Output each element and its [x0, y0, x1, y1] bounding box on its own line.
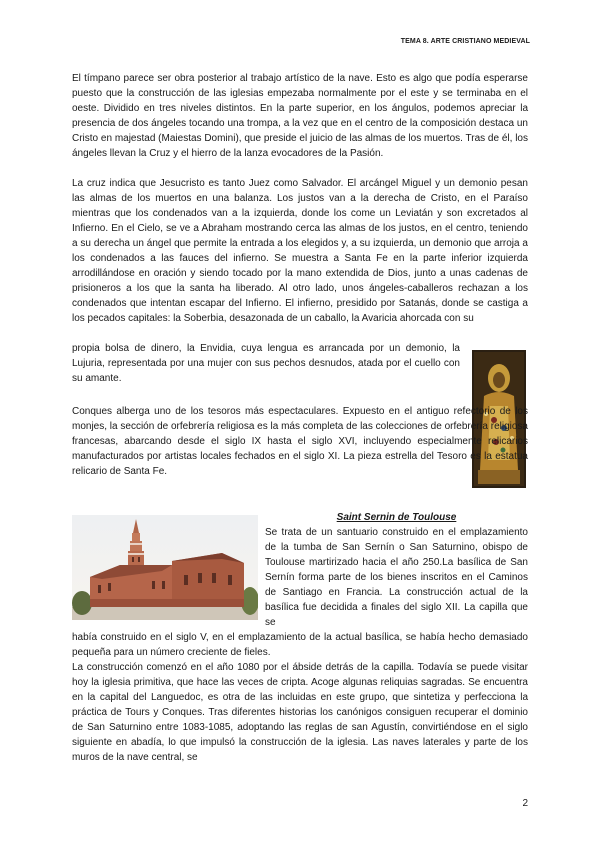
paragraph-saint-sernin: Se trata de un santuario construido en el emplazamiento de la tumba de San Sernín o San Saturnino, obispo de Toulouse martirizado hacia el año 250.La basílica de San Sernín forma parte de los bienes inscritos en el Caminos de Santiago en Francia. La construcción actual de la basílica fue decidida a finales del siglo XII. La capilla que se	[265, 527, 528, 629]
saint-sernin-basilica-image	[72, 515, 258, 620]
paragraph-last-judgement-cont: propia bolsa de dinero, la Envidia, cuya lengua es arrancada por un demonio, la Lujuria, representada por una mujer con sus pechos desnudos, atada por el cuello con su amante.	[72, 343, 460, 385]
page-header: TEMA 8. ARTE CRISTIANO MEDIEVAL	[400, 38, 530, 45]
section-title: Saint Sernin de Toulouse	[336, 512, 457, 523]
paragraph-construction: La construcción comenzó en el año 1080 por el ábside detrás de la capilla. Todavía se puede visitar hoy la iglesia primitiva, que hace las veces de cripta. Acoge algunas reliquias sagradas. Se encuentra en la capital del Languedoc, es otra de las incluidas en este grupo, que sintetiza y perfecciona la práctica de Tours y Conques. Tras diferentes historias los canónigos consiguen recuperar el dominio de San Saturnino entre 1083-1085, adoptando las reglas de san Agustín, convirtiéndose en el siglo siguiente en abadía, lo que impulsó la construcción de la iglesia. Las naves laterales y parte de los muros de la nave central, se	[72, 662, 528, 764]
page-number: 2	[522, 798, 528, 809]
paragraph-saint-sernin-cont: había construido en el siglo V, en el emplazamiento de la actual basílica, se había hecho demasiado pequeña para un número creciente de fieles.	[72, 632, 528, 659]
paragraph-last-judgement: La cruz indica que Jesucristo es tanto Juez como Salvador. El arcángel Miguel y un demonio pesan las almas de los muertos en una balanza. Los justos van a la derecha de Cristo, en el Paraíso mientras que los condenados van a la izquierda, donde los come un Leviatán y son excretados al Infierno. En el Cielo, se ve a Abraham mostrando cerca las almas de los justos, en el centro, teniendo a su derecha un ángel que permite la entrada a los elegidos y, a su izquierda, un demonio que arroja a los condenados a las fauces del infierno. Se muestra a Santa Fe en la parte inferior izquierda arrodillándose en oración y siendo tocado por la mano extendida de Dios, junto a unas cadenas de prisioneros a los que la santa ha liberado. Al otro lado, unos ángeles-caballeros rechazan a los condenados que intentan escapar del Infierno. El infierno, presidido por Satanás, donde se castiga a los pecados capitales: la Soberbia, desazonada de un caballo, la Avaricia ahorcada con su	[72, 178, 528, 325]
paragraph-conques-treasure: Conques alberga uno de los tesoros más espectaculares. Expuesto en el antiguo refectorio de los monjes, la sección de orfebrería religiosa es la más completa de las colecciones de orfebrería religiosa francesas, abarcando desde el siglo IX hasta el siglo XVI, incluyendo especialmente relicarios manufacturados por artistas locales fechados en el siglo XI. La pieza estrella del Tesoro es la estatua relicario de Santa Fe.	[72, 406, 528, 478]
paragraph-tympanum: El tímpano parece ser obra posterior al trabajo artístico de la nave. Esto es algo que podía esperarse puesto que la construcción de las iglesias empezaba normalmente por el este y se terminaba en el oeste. Dividido en tres niveles distintos. En la parte superior, en los ángulos, podemos apreciar la presencia de dos ángeles tocando una trompa, a la vez que en el centro de la composición destaca un Cristo en majestad (Maiestas Domini), que preside el juicio de las almas de los muertos. Tras de él, los ángeles llevan la Cruz y el hierro de la lanza evocadores de la Pasión.	[72, 73, 528, 160]
